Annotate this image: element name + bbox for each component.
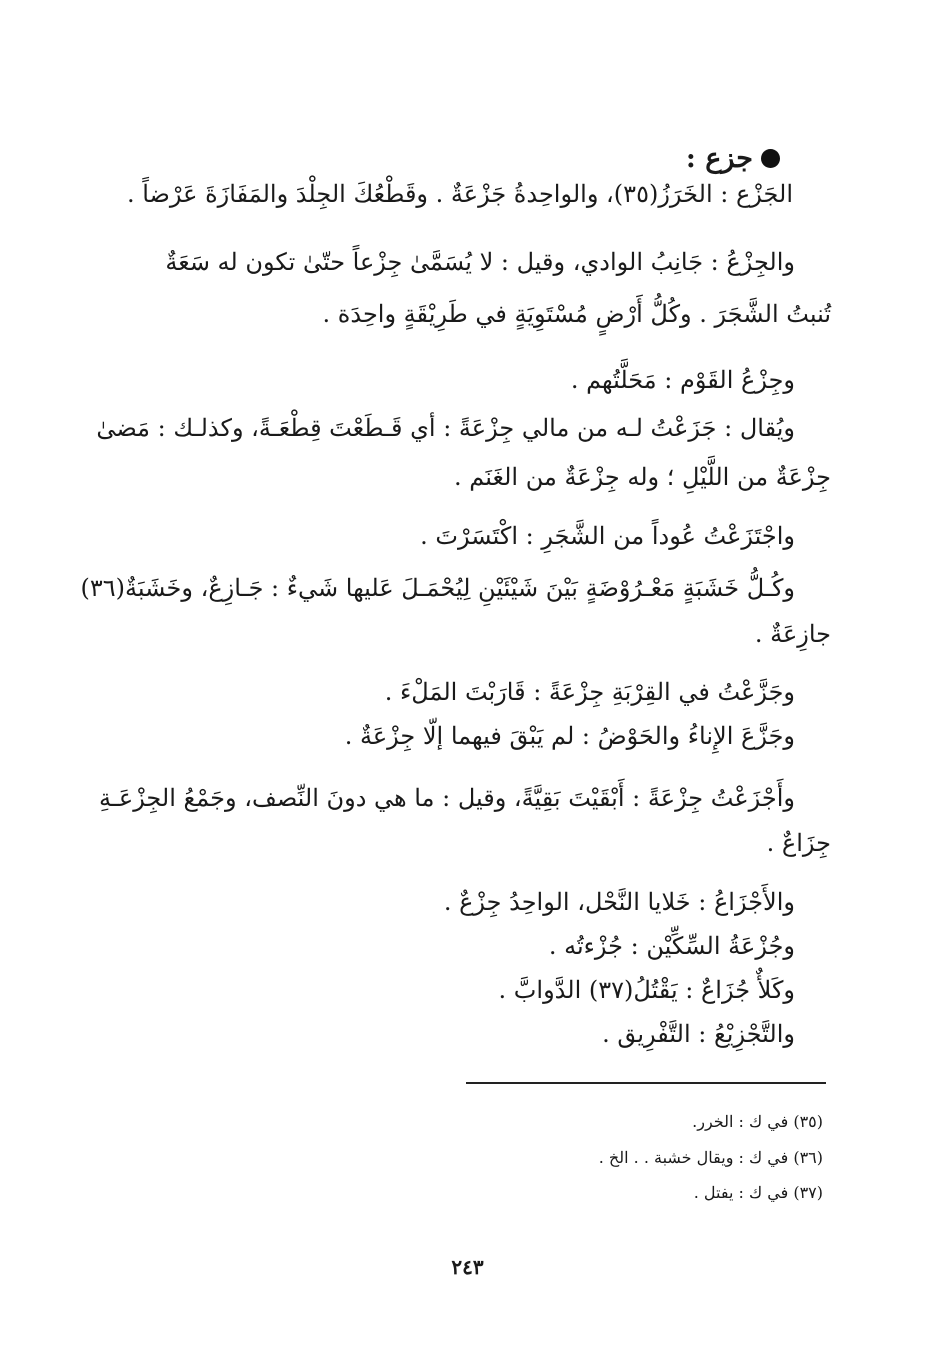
bullet-icon xyxy=(761,149,780,168)
text-line: وأَجْزَعْتُ جِزْعَةً : أَبْقَيْتَ بَقِيَّةً، وقيل : ما هي دونَ النِّصف، وجَمْعُ الجِزْعَـةِ xyxy=(98,784,795,812)
page-number: ٢٤٣ xyxy=(451,1255,484,1279)
text-line: ويُقال : جَزَعْتُ لـه من مالي جِزْعَةً : أي قَـطَعْتَ قِطْعَـةً، وكذلـك : مَضىٰ xyxy=(96,414,795,442)
footnote: (٣٦) في ك : ويقال خشبة . . الخ . xyxy=(598,1148,823,1167)
text-line: والأَجْزَاعُ : خَلايا النَّحْل، الواحِدُ جِزْعٌ . xyxy=(443,888,795,916)
text-line: وكُـلُّ خَشَبَةٍ مَعْـرُوْضَةٍ بَيْنَ شَيْئَيْنِ لِيُحْمَـلَ عَليها شَيءٌ : جَـازِعٌ، وخَشَبَةٌ(٣٦) xyxy=(80,574,795,602)
entry-heading: جزع : xyxy=(685,142,753,174)
text-line: والجِزْعُ : جَانِبُ الوادي، وقيل : لا يُسَمَّىٰ جِزْعاً حتّىٰ تكون له سَعَةٌ xyxy=(165,248,795,276)
footnote: (٣٥) في ك : الخرر. xyxy=(692,1112,823,1131)
text-line: جِزْعَةٌ من اللَّيْلِ ؛ وله جِزْعَةٌ من الغَنَم . xyxy=(454,463,831,491)
text-line: وجُزْعَةُ السِّكِّيْن : جُزْءتُه . xyxy=(548,932,795,960)
text-line: والتَّجْزِيْعُ : التَّفْرِيق . xyxy=(602,1020,795,1048)
text-line: وجَزَّعْتُ في القِرْبَةِ جِزْعَةً : قَارَبْتَ المَلْءَ . xyxy=(384,678,795,706)
text-line: الجَزْع : الخَرَزُ(٣٥)، والواحِدةُ جَزْعَةٌ . وقَطْعُكَ الجِلْدَ والمَفَازَةَ عَرْضاً . xyxy=(126,180,793,208)
text-line: واجْتَزَعْتُ عُوداً من الشَّجَرِ : اكْتَسَرْتَ . xyxy=(420,522,795,550)
text-line: وجِزْعُ القَوْم : مَحَلَّتُهم . xyxy=(570,366,795,394)
footnote: (٣٧) في ك : يفتل . xyxy=(693,1183,823,1202)
text-line: جازِعَةٌ . xyxy=(754,620,831,648)
footnote-divider xyxy=(466,1082,826,1084)
text-line: وجَزَّعَ الإِناءُ والحَوْضُ : لم يَبْقَ فيهما إلّا جِزْعَةٌ . xyxy=(344,722,795,750)
text-line: جِزَاعٌ . xyxy=(766,829,831,857)
text-line: وكَلأٌ جُزَاعٌ : يَقْتُلُ(٣٧) الدَّوابَّ . xyxy=(498,976,795,1004)
text-line: تُنبتُ الشَّجَرَ . وكُلُّ أَرْضٍ مُسْتَوِيَةٍ في طَرِيْقَةٍ واحِدَة . xyxy=(322,300,831,328)
